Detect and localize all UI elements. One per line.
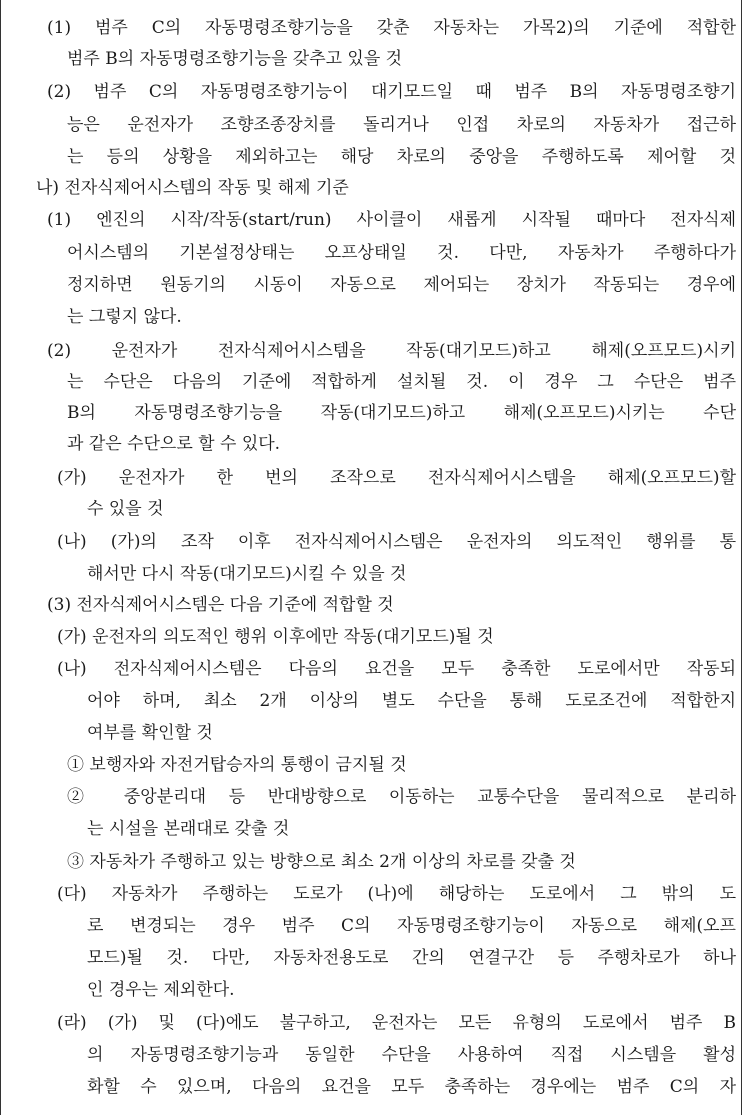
text-line: 로 변경되는 경우 범주 C의 자동명령조향기능이 자동으로 해제(오프 [87,916,736,936]
text-line: 는 수단은 다음의 기준에 적합하게 설치될 것. 이 경우 그 수단은 범주 [67,372,736,392]
section-heading: 나) 전자식제어시스템의 작동 및 해제 기준 [36,178,349,198]
text-line: 범주 B의 자동명령조향기능을 갖추고 있을 것 [67,49,403,69]
text-line: (1) 엔진의 시작/작동(start/run) 사이클이 새롭게 시작될 때마다 전자식제 [47,210,736,230]
text-line: 는 등의 상황을 제외하고는 해당 차로의 중앙을 주행하도록 제어할 것 [67,147,736,167]
text-line: (3) 전자식제어시스템은 다음 기준에 적합할 것 [47,595,394,615]
text-line: (2) 범주 C의 자동명령조향기능이 대기모드일 때 범주 B의 자동명령조향기 [47,82,736,102]
text-line: 화할 수 있으며, 다음의 요건을 모두 충족하는 경우에는 범주 C의 자 [87,1077,736,1097]
text-line: (나) (가)의 조작 이후 전자식제어시스템은 운전자의 의도적인 행위를 통 [57,532,736,552]
text-line: 수 있을 것 [87,499,164,519]
text-line: B의 자동명령조향기능을 작동(대기모드)하고 해제(오프모드)시키는 수단 [67,403,736,423]
text-line: 여부를 확인할 것 [87,723,213,743]
text-line: 과 같은 수단으로 할 수 있다. [67,434,281,454]
text-line: 어시스템의 기본설정상태는 오프상태일 것. 다만, 자동차가 주행하다가 [67,243,736,263]
text-line: 능은 운전자가 조향조종장치를 돌리거나 인접 차로의 자동차가 접근하 [67,115,736,135]
text-line: (라) (가) 및 (다)에도 불구하고, 운전자는 모든 유형의 도로에서 범주 B [57,1013,736,1033]
text-line: 는 그렇지 않다. [67,307,182,327]
text-line: (가) 운전자의 의도적인 행위 이후에만 작동(대기모드)될 것 [57,627,494,647]
text-line: ① 보행자와 자전거탑승자의 통행이 금지될 것 [67,755,407,775]
text-line: ② 중앙분리대 등 반대방향으로 이동하는 교통수단을 물리적으로 분리하 [67,787,736,807]
text-line: (1) 범주 C의 자동명령조향기능을 갖춘 자동차는 가목2)의 기준에 적합한 [47,18,736,38]
text-line: (2) 운전자가 전자식제어시스템을 작동(대기모드)하고 해제(오프모드)시키 [47,341,736,361]
text-line: 는 시설을 본래대로 갖출 것 [87,819,290,839]
text-line: 의 자동명령조향기능과 동일한 수단을 사용하여 직접 시스템을 활성 [87,1045,736,1065]
text-line: 정지하면 원동기의 시동이 자동으로 제어되는 장치가 작동되는 경우에 [67,275,736,295]
text-line: (나) 전자식제어시스템은 다음의 요건을 모두 충족한 도로에서만 작동되 [57,659,736,679]
text-line: 인 경우는 제외한다. [87,980,235,1000]
text-line: (다) 자동차가 주행하는 도로가 (나)에 해당하는 도로에서 그 밖의 도 [57,884,736,904]
text-line: (가) 운전자가 한 번의 조작으로 전자식제어시스템을 해제(오프모드)할 [57,468,736,488]
text-line: 해서만 다시 작동(대기모드)시킬 수 있을 것 [87,564,407,584]
text-line: 어야 하며, 최소 2개 이상의 별도 수단을 통해 도로조건에 적합한지 [87,691,736,711]
text-line: 모드)될 것. 다만, 자동차전용도로 간의 연결구간 등 주행차로가 하나 [87,948,736,968]
text-line: ③ 자동차가 주행하고 있는 방향으로 최소 2개 이상의 차로를 갖출 것 [67,852,576,872]
